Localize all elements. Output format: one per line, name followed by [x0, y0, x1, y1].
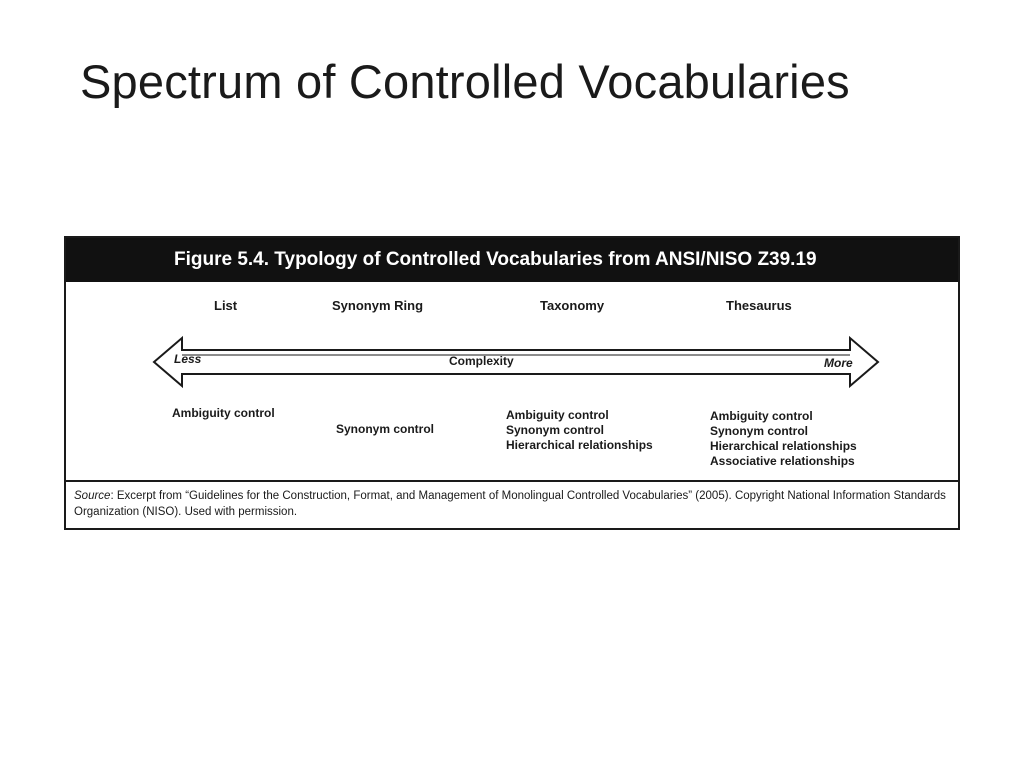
feature-item: Synonym control: [710, 424, 809, 438]
source-divider: [66, 480, 958, 482]
double-arrow-outline: [154, 338, 878, 386]
feature-item: Hierarchical relationships: [710, 439, 857, 453]
type-label-taxonomy: Taxonomy: [540, 298, 605, 313]
complexity-double-arrow: [152, 332, 880, 392]
features-taxonomy: [506, 408, 653, 453]
feature-item: Synonym control: [506, 423, 605, 437]
source-label: Source: [74, 490, 111, 502]
type-label-list: List: [214, 298, 238, 313]
features-thesaurus: [710, 409, 857, 469]
feature-item: Ambiguity control: [172, 406, 275, 420]
figure-caption: Figure 5.4. Typology of Controlled Vocabularies from ANSI/NISO Z39.19: [66, 238, 958, 282]
axis-complexity-label: Complexity: [449, 354, 514, 368]
features-synonym-ring: [336, 422, 434, 437]
slide-title: Spectrum of Controlled Vocabularies: [80, 55, 850, 108]
feature-item: Ambiguity control: [710, 409, 813, 423]
features-list-type: [172, 406, 275, 421]
axis-more-label: More: [824, 356, 853, 370]
feature-item: Associative relationships: [710, 454, 855, 468]
type-label-synonym-ring: Synonym Ring: [332, 298, 424, 313]
axis-less-label: Less: [174, 352, 202, 366]
feature-item: Hierarchical relationships: [506, 438, 653, 452]
source-text: : Excerpt from “Guidelines for the Construction, Format, and Management of Monolingual Controlled Vocabularies” (2005). Copyright National Information Standards Organization (NISO). Used with permission.: [74, 490, 946, 518]
feature-item: Ambiguity control: [506, 408, 609, 422]
source-note: [74, 488, 954, 520]
type-label-thesaurus: Thesaurus: [726, 298, 792, 313]
feature-item: Synonym control: [336, 422, 435, 436]
typology-figure: [64, 236, 960, 530]
